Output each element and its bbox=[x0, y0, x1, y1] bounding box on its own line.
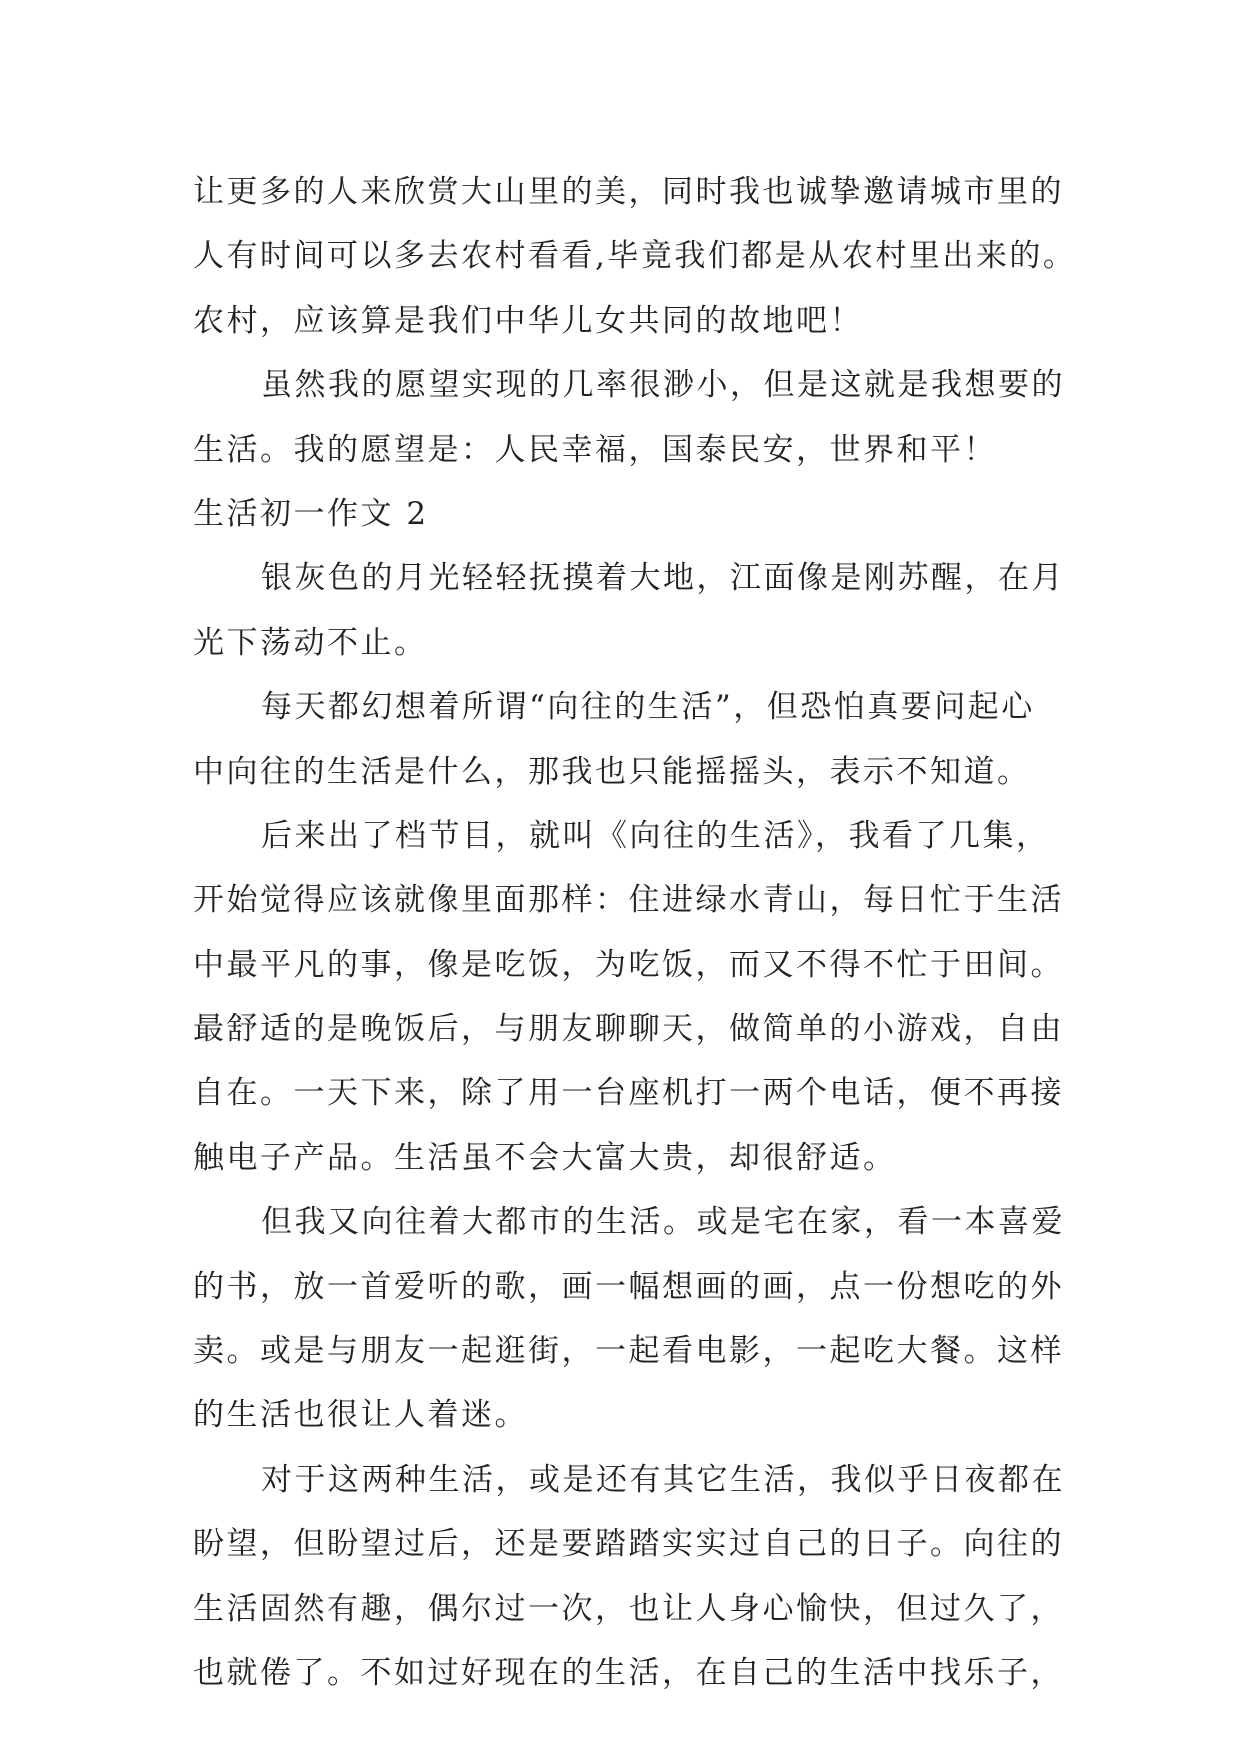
text-line: 人有时间可以多去农村看看,毕竟我们都是从农村里出来的。 bbox=[193, 238, 1077, 275]
paragraph-first-line: 但我又向往着大都市的生活。或是宅在家，看一本喜爱 bbox=[261, 1204, 1065, 1241]
document-body bbox=[193, 160, 1093, 1705]
text-line: 开始觉得应该就像里面那样：住进绿水青山，每日忙于生活 bbox=[193, 882, 1064, 919]
text-line: 的书，放一首爱听的歌，画一幅想画的画，点一份想吃的外 bbox=[193, 1268, 1064, 1305]
text-line: 农村，应该算是我们中华儿女共同的故地吧！ bbox=[193, 302, 863, 339]
text-line: 最舒适的是晚饭后，与朋友聊聊天，做简单的小游戏，自由 bbox=[193, 1011, 1064, 1048]
text-line: 的生活也很让人着迷。 bbox=[193, 1397, 528, 1434]
paragraph-first-line: 后来出了档节目，就叫《向往的生活》，我看了几集， bbox=[261, 817, 1050, 854]
text-line: 让更多的人来欣赏大山里的美，同时我也诚挚邀请城市里的 bbox=[193, 174, 1064, 210]
text-line: 触电子产品。生活虽不会大富大贵，却很舒适。 bbox=[193, 1139, 897, 1176]
text-line: 也就倦了。不如过好现在的生活，在自己的生活中找乐子， bbox=[193, 1654, 1064, 1691]
text-line: 生活初一作文 2 bbox=[193, 495, 429, 532]
text-line: 卖。或是与朋友一起逛街，一起看电影，一起吃大餐。这样 bbox=[193, 1333, 1064, 1370]
text-line: 中向往的生活是什么，那我也只能摇摇头，表示不知道。 bbox=[193, 753, 1031, 790]
text-line: 生活。我的愿望是：人民幸福，国泰民安，世界和平！ bbox=[193, 431, 997, 468]
text-line: 生活固然有趣，偶尔过一次，也让人身心愉快，但过久了， bbox=[193, 1590, 1064, 1627]
paragraph-first-line: 虽然我的愿望实现的几率很渺小，但是这就是我想要的 bbox=[261, 367, 1065, 404]
text-line: 自在。一天下来，除了用一台座机打一两个电话，便不再接 bbox=[193, 1075, 1064, 1112]
paragraph-first-line: 银灰色的月光轻轻抚摸着大地，江面像是刚苏醒，在月 bbox=[261, 560, 1065, 597]
text-line: 光下荡动不止。 bbox=[193, 624, 428, 661]
paragraph-first-line: 每天都幻想着所谓“向往的生活”，但恐怕真要问起心 bbox=[261, 689, 1035, 726]
paragraph-first-line: 对于这两种生活，或是还有其它生活，我似乎日夜都在 bbox=[261, 1461, 1065, 1498]
text-line: 中最平凡的事，像是吃饭，为吃饭，而又不得不忙于田间。 bbox=[193, 946, 1064, 983]
text-line: 盼望，但盼望过后，还是要踏踏实实过自己的日子。向往的 bbox=[193, 1526, 1064, 1563]
